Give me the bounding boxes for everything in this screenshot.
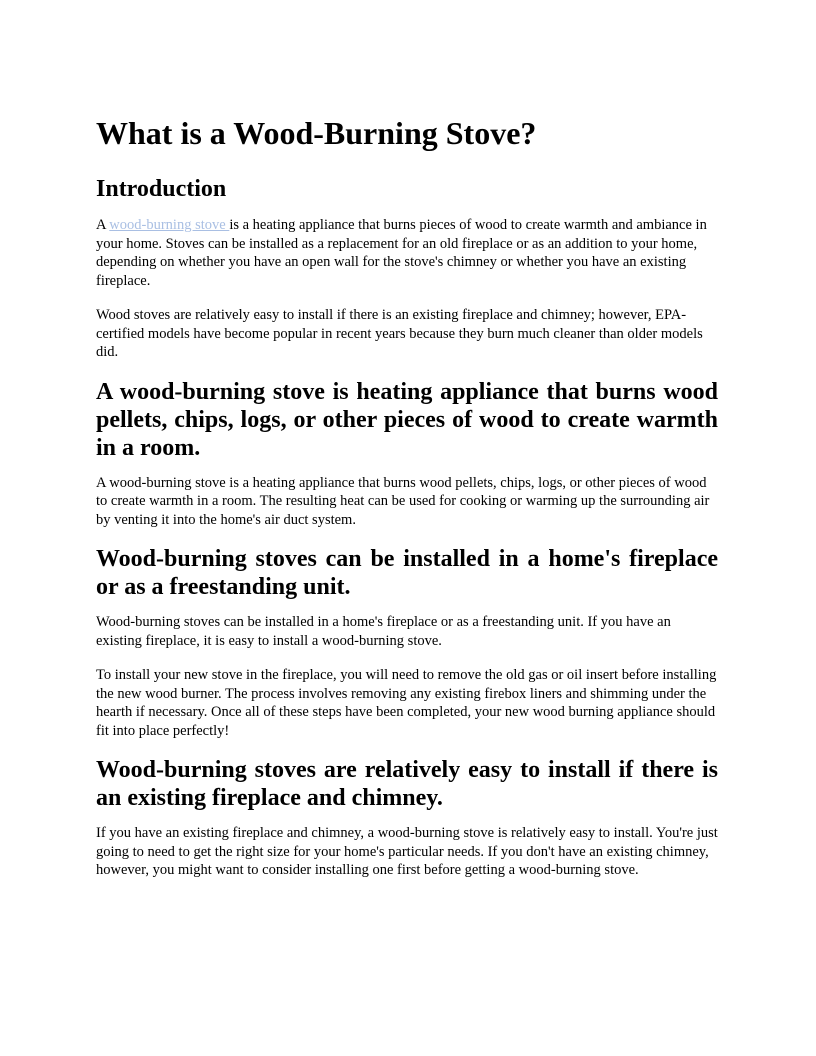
section-1-paragraph-1: A wood-burning stove is a heating appliance that burns wood pellets, chips, logs, or other pieces of wood to create warmth in a room. The resulting heat can be used for cooking or warming up the surrounding air by venting it into the home's air duct system.: [96, 474, 710, 528]
section-2-paragraph-1: Wood-burning stoves can be installed in a home's fireplace or as a freestanding unit. If you have an existing fireplace, it is easy to install a wood-burning stove.: [96, 614, 671, 649]
section-3-paragraph-1: If you have an existing fireplace and chimney, a wood-burning stove is relatively easy to install. You're just going to need to get the right size for your home's particular needs. If you don't have an existing chimney, however, you might want to consider installing one first before getting a wood-burning stove.: [96, 825, 718, 878]
section-3-heading: Wood-burning stoves are relatively easy to install if there is an existing fireplace and chimney.: [96, 757, 718, 811]
intro-p1-suffix: is a heating appliance that burns pieces of wood to create warmth and ambiance in your home. Stoves can be installed as a replacement for an old fireplace or as an addition to your home, depending on whether you have an open wall for the stove's chimney or whether you have an existing fireplace.: [96, 217, 707, 289]
intro-paragraph-2: Wood stoves are relatively easy to install if there is an existing fireplace and chimney; however, EPA-certified models have become popular in recent years because they burn much cleaner than older models did.: [96, 307, 703, 360]
page-title: What is a Wood-Burning Stove?: [96, 115, 537, 151]
section-1-heading: A wood-burning stove is heating appliance that burns wood pellets, chips, logs, or other pieces of wood to create warmth in a room.: [96, 378, 718, 461]
intro-paragraph-1: [96, 216, 718, 290]
document-page: [96, 112, 718, 896]
intro-p1-prefix: A: [96, 217, 110, 233]
section-2-paragraph-2: To install your new stove in the fireplace, you will need to remove the old gas or oil insert before installing the new wood burner. The process involves removing any existing firebox liners and shimming under the hearth if necessary. Once all of these steps have been completed, your new wood burning appliance should fit into place perfectly!: [96, 667, 717, 739]
wood-burning-stove-link[interactable]: wood-burning stove: [109, 217, 230, 233]
section-2-heading: Wood-burning stoves can be installed in a home's fireplace or as a freestanding unit.: [96, 546, 718, 600]
intro-heading: Introduction: [96, 176, 227, 202]
